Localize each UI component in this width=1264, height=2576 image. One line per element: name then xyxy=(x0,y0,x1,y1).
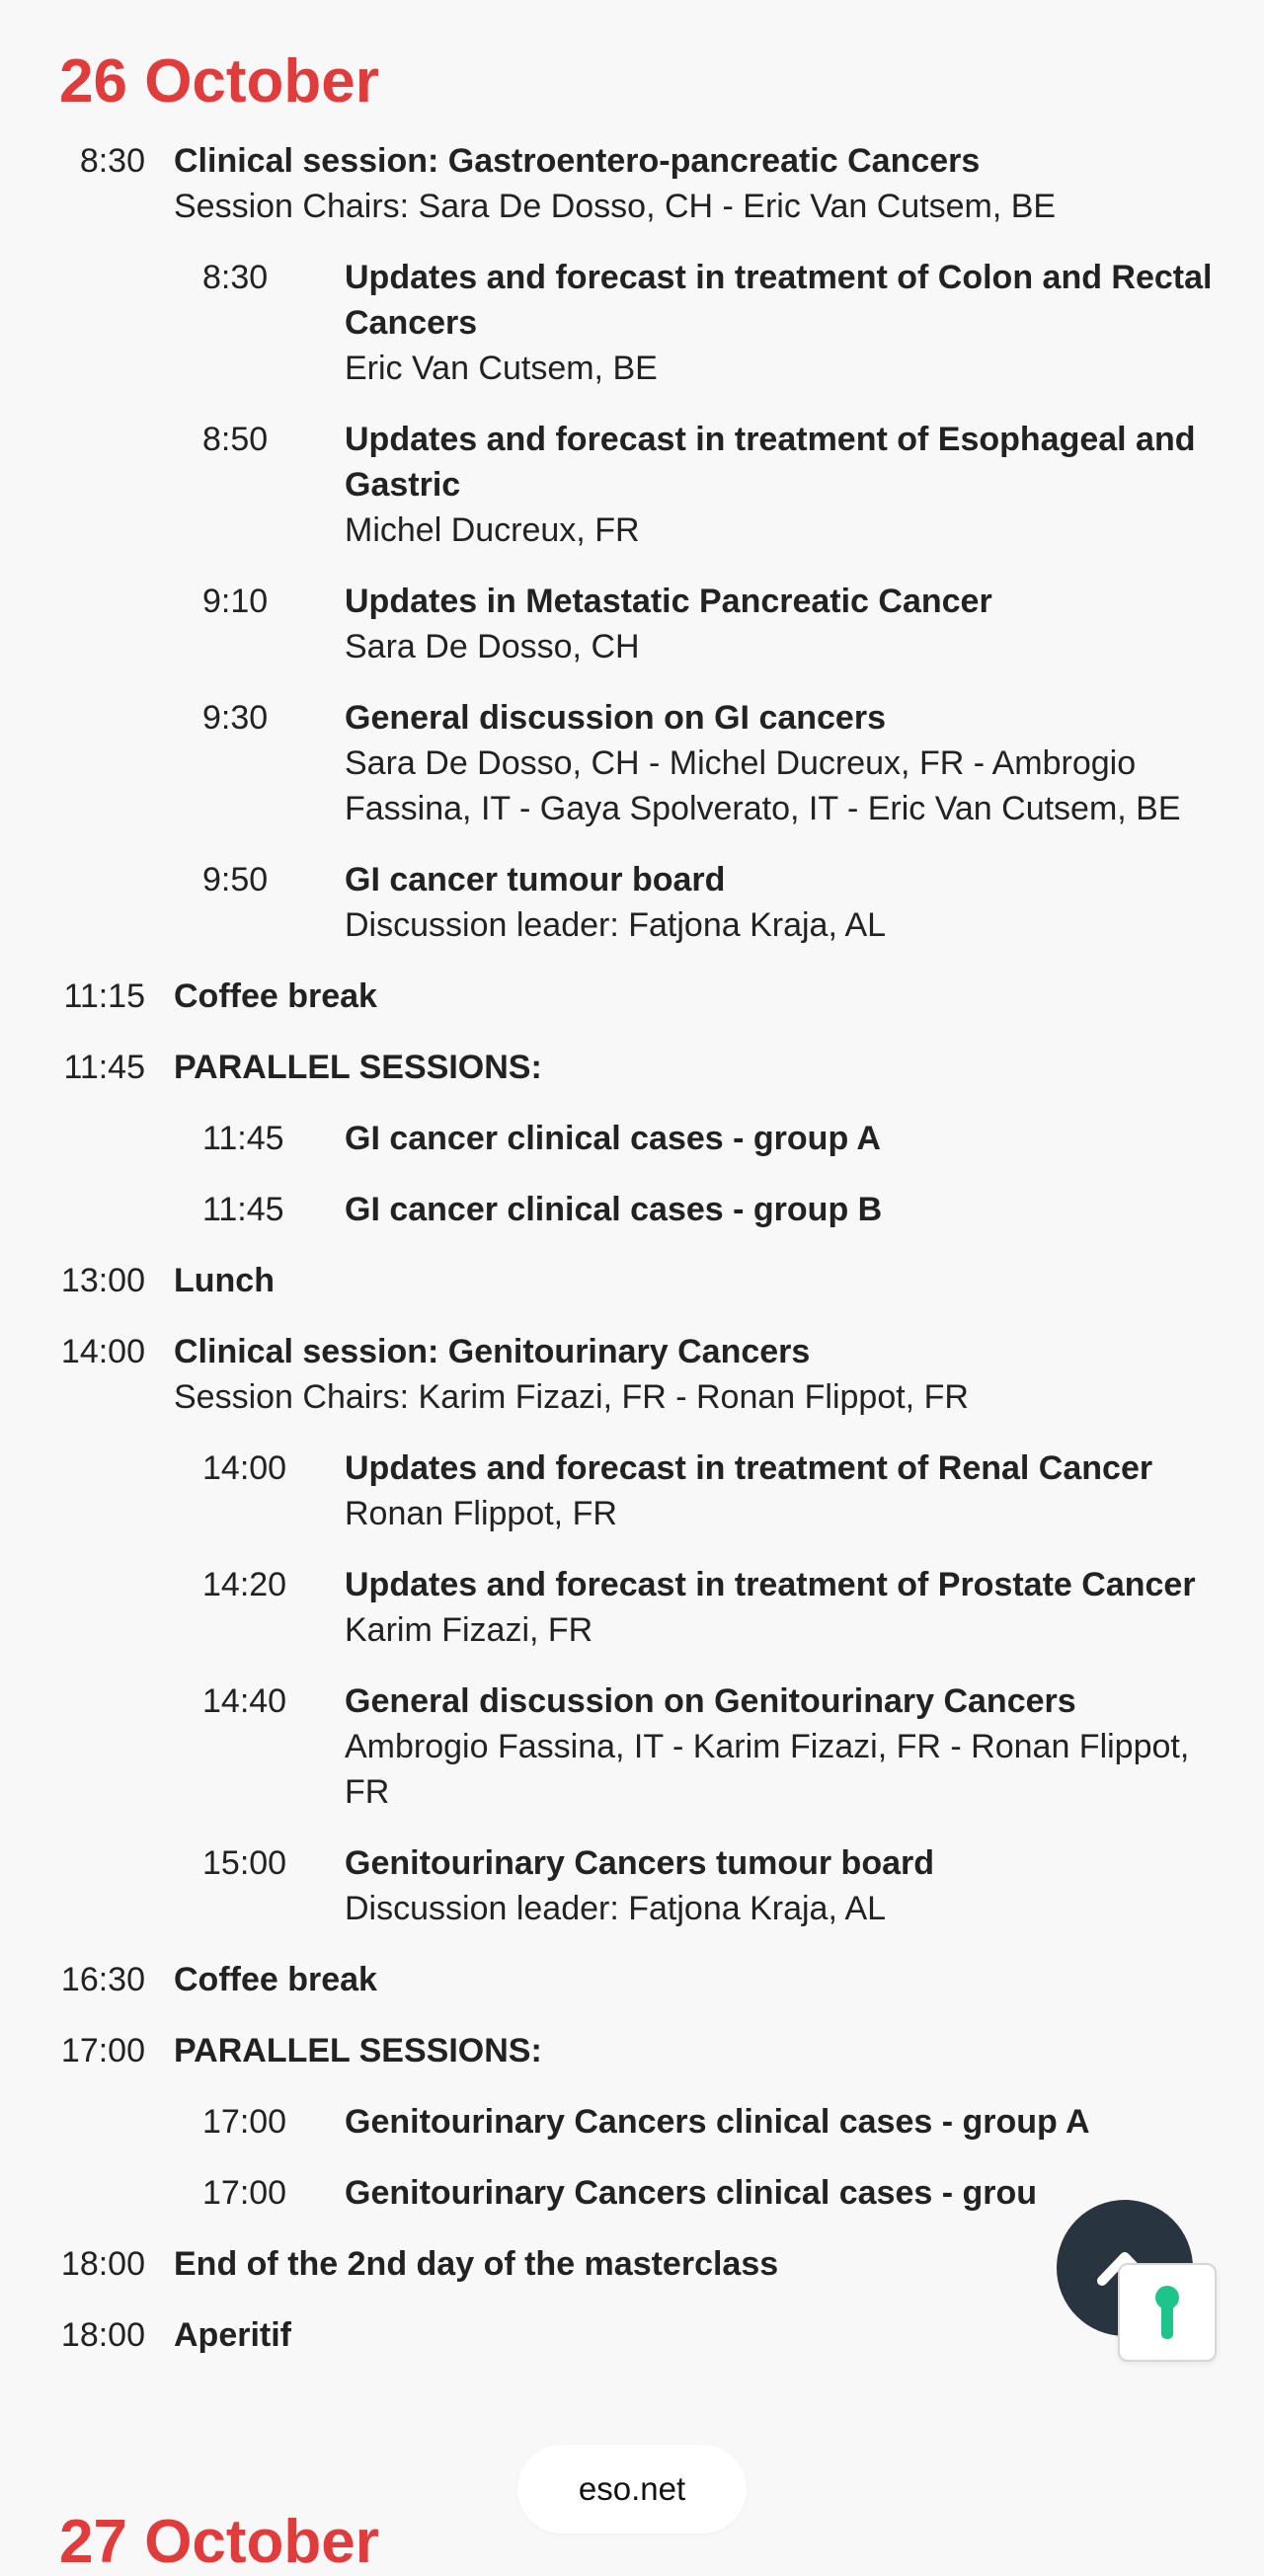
session-time: 14:00 xyxy=(60,1333,145,1370)
talk-content xyxy=(345,1840,1224,1931)
talk-title: General discussion on GI cancers xyxy=(345,699,886,737)
session-title: Aperitif xyxy=(174,2316,291,2354)
talk-content xyxy=(345,2099,1224,2145)
talk-title: GI cancer clinical cases - group A xyxy=(345,1120,881,1157)
talk-title: General discussion on Genitourinary Cancers xyxy=(345,1682,1076,1720)
schedule-item xyxy=(0,1045,1264,1090)
schedule-item xyxy=(0,138,1264,229)
talk-content xyxy=(345,579,1224,669)
schedule-list xyxy=(0,138,1264,2383)
session-time: 11:45 xyxy=(63,1049,145,1086)
talk-time: 8:50 xyxy=(202,421,269,458)
talk-item xyxy=(0,1840,1264,1931)
schedule-item xyxy=(0,974,1264,1019)
talk-item xyxy=(0,857,1264,948)
schedule-item xyxy=(0,2312,1264,2358)
session-time: 18:00 xyxy=(60,2316,145,2354)
talk-title: Genitourinary Cancers tumour board xyxy=(345,1844,934,1882)
talk-content xyxy=(345,417,1224,553)
session-content xyxy=(174,974,1191,1019)
talk-title: Genitourinary Cancers clinical cases - grou xyxy=(345,2174,1038,2212)
session-content xyxy=(174,1329,1191,1420)
key-icon xyxy=(1147,2282,1187,2343)
talk-speakers: Discussion leader: Fatjona Kraja, AL xyxy=(345,1890,887,1927)
talk-time: 9:50 xyxy=(202,861,269,898)
day-title: 27 October xyxy=(59,2508,379,2576)
talk-title: GI cancer tumour board xyxy=(345,861,726,898)
session-content xyxy=(174,1957,1191,2002)
talk-time: 8:30 xyxy=(202,259,269,296)
session-title: PARALLEL SESSIONS: xyxy=(174,1049,542,1086)
talk-item xyxy=(0,2099,1264,2145)
talk-speakers: Karim Fizazi, FR xyxy=(345,1611,593,1649)
talk-speakers: Discussion leader: Fatjona Kraja, AL xyxy=(345,906,887,944)
schedule-item xyxy=(0,1957,1264,2002)
session-content xyxy=(174,1045,1191,1090)
session-time: 18:00 xyxy=(60,2245,145,2283)
session-content xyxy=(174,138,1191,229)
talk-item xyxy=(0,579,1264,669)
talk-content xyxy=(345,1116,1224,1161)
schedule-item xyxy=(0,1258,1264,1303)
url-domain: eso.net xyxy=(578,2470,686,2507)
session-speakers: Session Chairs: Karim Fizazi, FR - Ronan Flippot, FR xyxy=(174,1378,969,1416)
session-title: Clinical session: Genitourinary Cancers xyxy=(174,1333,811,1370)
talk-time: 14:40 xyxy=(202,1682,287,1720)
session-time: 8:30 xyxy=(79,142,145,180)
session-speakers: Session Chairs: Sara De Dosso, CH - Eric Van Cutsem, BE xyxy=(174,188,1057,225)
talk-time: 9:30 xyxy=(202,699,269,737)
talk-speakers: Michel Ducreux, FR xyxy=(345,511,640,549)
talk-title: Updates and forecast in treatment of Esophageal and Gastric xyxy=(345,421,1196,504)
talk-speakers: Eric Van Cutsem, BE xyxy=(345,350,658,387)
session-time: 17:00 xyxy=(60,2032,145,2069)
session-title: Clinical session: Gastroentero-pancreatic Cancers xyxy=(174,142,981,180)
talk-item xyxy=(0,2170,1264,2216)
schedule-item xyxy=(0,2028,1264,2073)
session-time: 11:15 xyxy=(63,977,145,1015)
talk-item xyxy=(0,1445,1264,1536)
talk-content xyxy=(345,1678,1224,1815)
session-title: Coffee break xyxy=(174,977,377,1015)
session-content xyxy=(174,2241,1191,2287)
session-time: 16:30 xyxy=(60,1961,145,1998)
talk-item xyxy=(0,1678,1264,1815)
talk-speakers: Sara De Dosso, CH - Michel Ducreux, FR - Ambrogio Fassina, IT - Gaya Spolverato, IT - Eric Van Cutsem, BE xyxy=(345,744,1181,827)
talk-title: Genitourinary Cancers clinical cases - group A xyxy=(345,2103,1090,2141)
session-content xyxy=(174,1258,1191,1303)
talk-time: 11:45 xyxy=(202,1191,284,1228)
talk-content xyxy=(345,857,1224,948)
talk-item xyxy=(0,417,1264,553)
talk-time: 17:00 xyxy=(202,2103,287,2141)
talk-title: Updates and forecast in treatment of Colon and Rectal Cancers xyxy=(345,259,1213,342)
talk-title: Updates and forecast in treatment of Renal Cancer xyxy=(345,1449,1153,1487)
talk-item xyxy=(0,1116,1264,1161)
talk-content xyxy=(345,255,1224,391)
talk-speakers: Sara De Dosso, CH xyxy=(345,628,640,665)
talk-speakers: Ronan Flippot, FR xyxy=(345,1495,617,1532)
talk-time: 9:10 xyxy=(202,583,269,620)
talk-time: 15:00 xyxy=(202,1844,287,1882)
talk-content xyxy=(345,1187,1224,1232)
session-content xyxy=(174,2312,1191,2358)
talk-title: Updates and forecast in treatment of Prostate Cancer xyxy=(345,1566,1196,1603)
url-bar[interactable] xyxy=(517,2445,747,2534)
talk-item xyxy=(0,1562,1264,1653)
session-time: 13:00 xyxy=(60,1262,145,1299)
session-title: PARALLEL SESSIONS: xyxy=(174,2032,542,2069)
talk-content xyxy=(345,695,1224,831)
talk-item xyxy=(0,695,1264,831)
talk-time: 14:20 xyxy=(202,1566,287,1603)
talk-item xyxy=(0,1187,1264,1232)
talk-time: 14:00 xyxy=(202,1449,287,1487)
talk-content xyxy=(345,1562,1224,1653)
talk-speakers: Ambrogio Fassina, IT - Karim Fizazi, FR - Ronan Flippot, FR xyxy=(345,1728,1190,1811)
talk-content xyxy=(345,1445,1224,1536)
talk-time: 17:00 xyxy=(202,2174,287,2212)
session-content xyxy=(174,2028,1191,2073)
talk-time: 11:45 xyxy=(202,1120,284,1157)
password-manager-button[interactable] xyxy=(1118,2263,1217,2362)
talk-item xyxy=(0,255,1264,391)
session-title: End of the 2nd day of the masterclass xyxy=(174,2245,779,2283)
talk-title: GI cancer clinical cases - group B xyxy=(345,1191,883,1228)
talk-title: Updates in Metastatic Pancreatic Cancer xyxy=(345,583,992,620)
day-title: 26 October xyxy=(59,47,379,116)
session-title: Lunch xyxy=(174,1262,275,1299)
session-title: Coffee break xyxy=(174,1961,377,1998)
schedule-item xyxy=(0,1329,1264,1420)
